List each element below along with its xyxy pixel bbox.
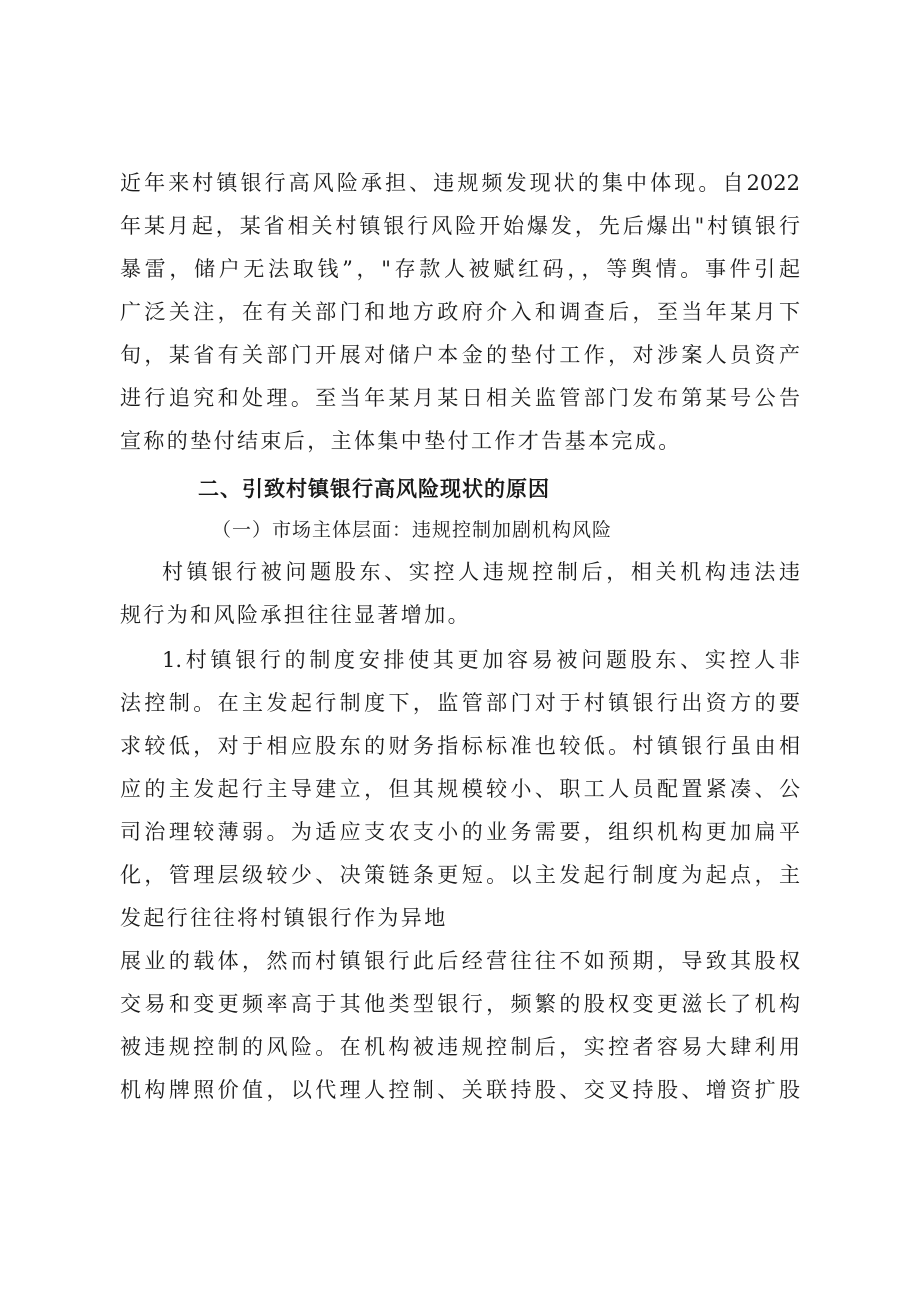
paragraph-line: 年某月起，某省相关村镇银行风险开始爆发，先后爆出"村镇银行 [120,214,800,238]
paragraph-line: 应的主发起行主导建立，但其规模较小、职工人员配置紧凑、公 [120,777,800,801]
paragraph-line: 规行为和风险承担往往显著增加。 [120,603,471,627]
paragraph-line: 展业的载体，然而村镇银行此后经营往往不如预期，导致其股权 [120,949,800,973]
paragraph-line: 化，管理层级较少、决策链条更短。以主发起行制度为起点，主 [120,863,800,887]
paragraph-line: 被违规控制的风险。在机构被违规控制后，实控者容易大肆利用 [120,1035,800,1059]
paragraph-line: 1.村镇银行的制度安排使其更加容易被问题股东、实控人非 [162,648,800,672]
paragraph-line: 交易和变更频率高于其他类型银行，频繁的股权变更滋长了机构 [120,992,800,1016]
paragraph-line: 村镇银行被问题股东、实控人违规控制后，相关机构违法违 [162,560,800,584]
paragraph-line: 机构牌照价值，以代理人控制、关联持股、交叉持股、增资扩股 [120,1078,800,1102]
paragraph-line: 广泛关注，在有关部门和地方政府介入和调查后，至当年某月下 [120,300,800,324]
paragraph-line: 宣称的垫付结束后，主体集中垫付工作才告基本完成。 [120,429,682,453]
paragraph-line: 发起行往往将村镇银行作为异地 [120,906,448,930]
paragraph-line: 法控制。在主发起行制度下，监管部门对于村镇银行出资方的要 [120,691,800,715]
paragraph-line: 进行追究和处理。至当年某月某日相关监管部门发布第某号公告 [120,386,800,410]
subsection-heading: （一）市场主体层面：违规控制加剧机构风险 [212,519,613,541]
paragraph-line: 近年来村镇银行高风险承担、违规频发现状的集中体现。自2022 [120,171,800,195]
paragraph-line: 暴雷，储户无法取钱”，"存款人被赋红码，，等舆情。事件引起 [120,257,800,281]
section-heading: 二、引致村镇银行高风险现状的原因 [198,477,550,501]
paragraph-line: 求较低，对于相应股东的财务指标标准也较低。村镇银行虽由相 [120,734,800,758]
paragraph-line: 司治理较薄弱。为适应支农支小的业务需要，组织机构更加扁平 [120,820,800,844]
paragraph-line: 旬，某省有关部门开展对储户本金的垫付工作，对涉案人员资产 [120,343,800,367]
